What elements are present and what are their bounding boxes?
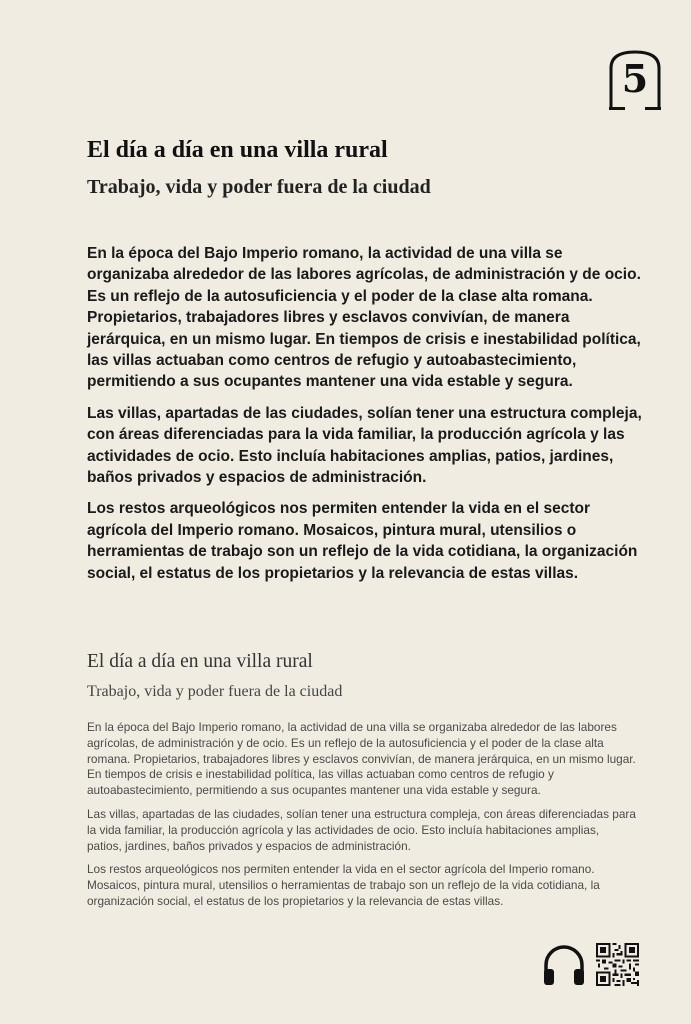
secondary-paragraph-3: Los restos arqueológicos nos permiten entender la vida en el sector agrícola del Imperio romano. Mosaicos, pintura mural, utensilios o herramientas de trabajo son un reflejo de la vida cotidiana, la organización social, el estatus de los propietarios y la relevancia de estas villas. — [87, 862, 600, 908]
secondary-paragraph-2: Las villas, apartadas de las ciudades, solían tener una estructura compleja, con áreas diferenciadas para la vida familiar, la producción agrícola y las actividades de ocio. Esto incluía habitaciones amplias, patios, jardines, baños privados y espacios de administración. — [87, 806, 636, 853]
main-text-block — [87, 243, 642, 594]
main-paragraph-1: En la época del Bajo Imperio romano, la actividad de una villa se organizaba alrededor de las labores agrícolas, de administración y de ocio. Es un reflejo de la autosuficiencia y el poder de la clase alta romana. Propietarios, trabajadores libres y esclavos convivían, de manera jerárquica, en un mismo lugar. En tiempos de crisis e inestabilidad política, las villas actuaban como centros de refugio y autoabastecimiento, permitiendo a sus ocupantes mantener una vida estable y segura. — [87, 245, 641, 391]
secondary-title: El día a día en una villa rural — [87, 651, 313, 672]
panel-number: 5 — [621, 56, 649, 101]
main-paragraph-2: Las villas, apartadas de las ciudades, solían tener una estructura compleja, con áreas diferenciadas para la vida familiar, la producción agrícola y las actividades de ocio. Esto incluía habitaciones amplias, patios, jardines, baños privados y espacios de administración. — [87, 404, 642, 487]
secondary-text-block — [87, 720, 637, 918]
secondary-paragraph-1: En la época del Bajo Imperio romano, la actividad de una villa se organizaba alrededor de las labores agrícolas, de administración y de ocio. Es un reflejo de la autosuficiencia y el poder de la clase alta romana. Propietarios, trabajadores libres y esclavos convivían, de manera jerárquica, en un mismo lugar. En tiempos de crisis e inestabilidad política, las villas actuaban como centros de refugio y autoabastecimiento, permitiendo a sus ocupantes mantener una vida estable y segura. — [87, 720, 636, 798]
panel-number-badge — [609, 50, 661, 110]
secondary-subtitle: Trabajo, vida y poder fuera de la ciudad — [87, 683, 343, 700]
main-subtitle: Trabajo, vida y poder fuera de la ciudad — [87, 176, 431, 198]
qr-code-icon[interactable] — [596, 943, 639, 986]
main-paragraph-3: Los restos arqueológicos nos permiten entender la vida en el sector agrícola del Imperio romano. Mosaicos, pintura mural, utensilios o herramientas de trabajo son un reflejo de la vida cotidiana, la organización social, el estatus de los propietarios y la relevancia de estas villas. — [87, 500, 638, 582]
headphones-icon[interactable] — [541, 943, 587, 987]
main-title: El día a día en una villa rural — [87, 137, 388, 163]
